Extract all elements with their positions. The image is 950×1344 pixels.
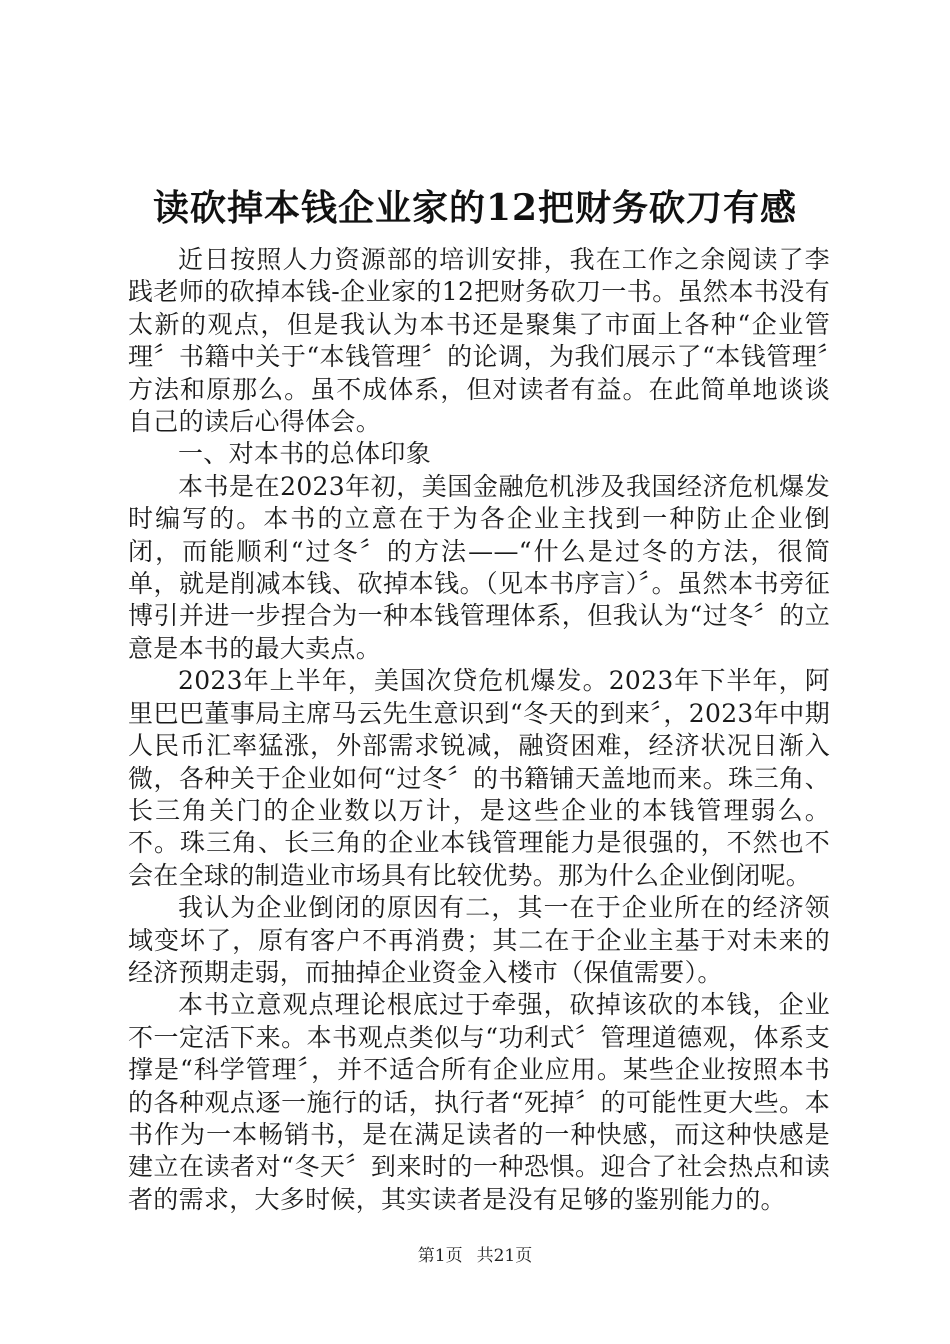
total-pages: 共21页 [476,1246,533,1266]
paragraph-intro: 近日按照人力资源部的培训安排，我在工作之余阅读了李践老师的砍掉本钱-企业家的12把财务砍刀一书。虽然本书没有太新的观点，但是我认为本书还是聚集了市面上各种“企业管理〞书籍中关于“本钱管理〞的论调，为我们展示了“本钱管理〞方法和原那么。虽不成体系，但对读者有益。在此简单地谈谈自己的读后心得体会。 [128,245,830,437]
paragraph-critique: 本书立意观点理论根底过于牵强，砍掉该砍的本钱，企业不一定活下来。本书观点类似与“功利式〞管理道德观，体系支撑是“科学管理〞，并不适合所有企业应用。某些企业按照本书的各种观点逐一施行的话，执行者“死掉〞的可能性更大些。本书作为一本畅销书，是在满足读者的一种快感，而这种快感是建立在读者对“冬天〞到来时的一种恐惧。迎合了社会热点和读者的需求，大多时候，其实读者是没有足够的鉴别能力的。 [128,990,830,1214]
page-number: 第1页 [417,1246,463,1266]
document-title: 读砍掉本钱企业家的12把财务砍刀有感 [152,187,798,229]
document-body [128,244,830,1216]
section-heading-overall-impression: 一、对本书的总体印象 [178,439,432,469]
paragraph-closure-reasons: 我认为企业倒闭的原因有二，其一在于企业所在的经济领域变坏了，原有客户不再消费；其二在于企业主基于对未来的经济预期走弱，而抽掉企业资金入楼市（保值需要）。 [128,893,830,987]
paragraph-book-background: 本书是在2023年初，美国金融危机涉及我国经济危机爆发时编写的。本书的立意在于为各企业主找到一种防止企业倒闭，而能顺利“过冬〞的方法——“什么是过冬的方法，很简单，就是削减本钱、砍掉本钱。（见本书序言）〞。虽然本书旁征博引并进一步捏合为一种本钱管理体系，但我认为“过冬〞的立意是本书的最大卖点。 [128,471,830,663]
paragraph-economic-context: 2023年上半年，美国次贷危机爆发。2023年下半年，阿里巴巴董事局主席马云先生意识到“冬天的到来〞，2023年中期人民币汇率猛涨，外部需求锐减，融资困难，经济状况日渐入微，各种关于企业如何“过冬〞的书籍铺天盖地而来。珠三角、长三角关门的企业数以万计，是这些企业的本钱管理弱么。不。珠三角、长三角的企业本钱管理能力是很强的，不然也不会在全球的制造业市场具有比较优势。那为什么企业倒闭呢。 [128,666,830,890]
page-footer [0,1243,950,1269]
